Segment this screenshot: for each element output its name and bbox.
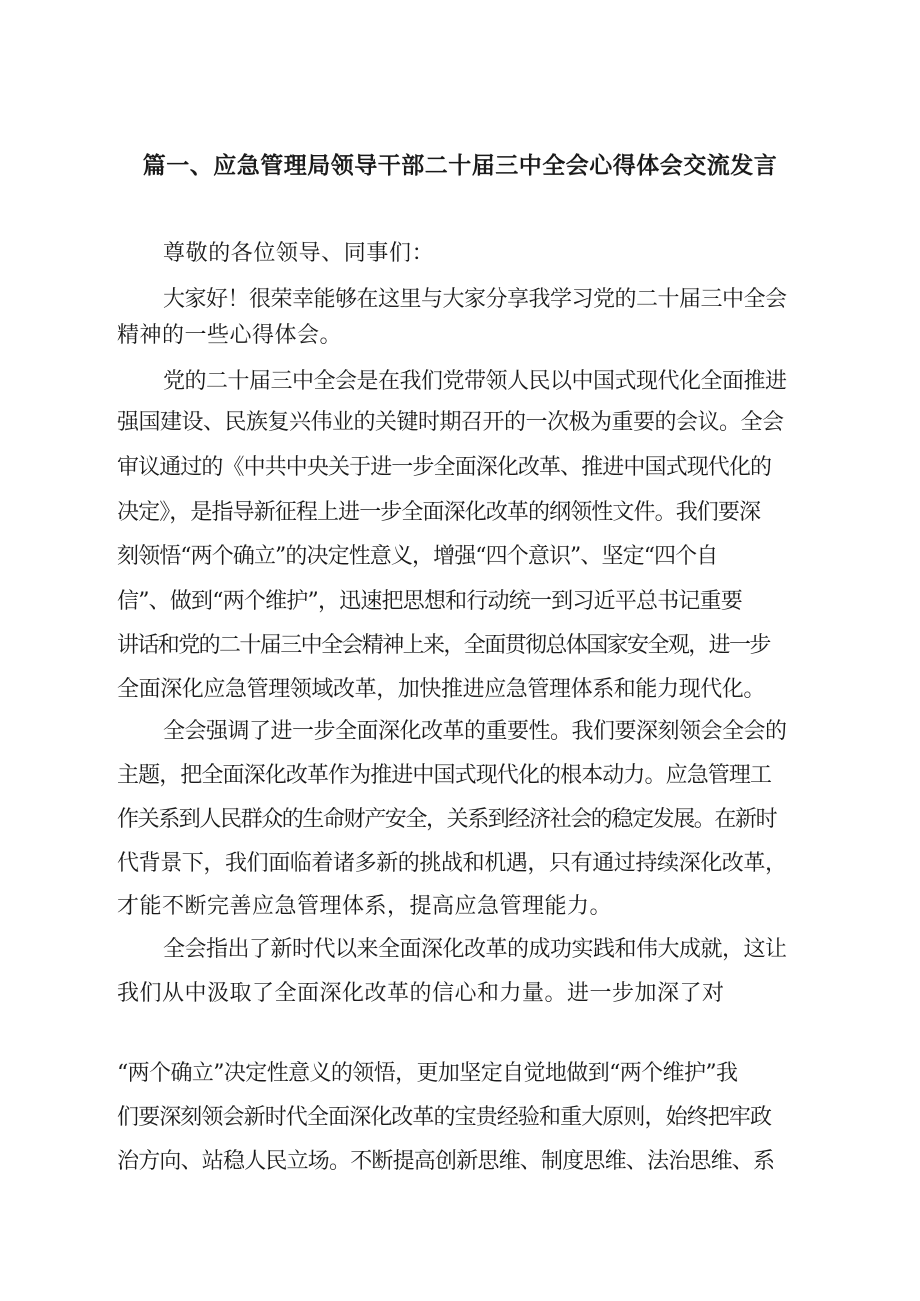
text-line: 全会指出了新时代以来全面深化改革的成功实践和伟大成就，这让 bbox=[163, 937, 787, 962]
text-line: 全面深化应急管理领域改革，加快推进应急管理体系和能力现代化。 bbox=[117, 677, 766, 702]
text-line: 大家好！很荣幸能够在这里与大家分享我学习党的二十届三中全会 bbox=[163, 287, 787, 312]
text-line: 代背景下，我们面临着诸多新的挑战和机遇，只有通过持续深化改革， bbox=[117, 851, 787, 876]
text-line: 作关系到人民群众的生命财产安全，关系到经济社会的稳定发展。在新时 bbox=[117, 807, 777, 832]
text-line: 强国建设、民族复兴伟业的关键时期召开的一次极为重要的会议。全会 bbox=[117, 410, 784, 435]
text-line: 审议通过的《中共中央关于进一步全面深化改革、推进中国式现代化的 bbox=[117, 455, 772, 480]
text-line: 党的二十届三中全会是在我们党带领人民以中国式现代化全面推进 bbox=[163, 369, 787, 394]
text-line: 们要深刻领会新时代全面深化改革的宝贵经验和重大原则，始终把牢政 bbox=[117, 1105, 772, 1130]
text-line: 全会强调了进一步全面深化改革的重要性。我们要深刻领会全会的 bbox=[163, 719, 787, 744]
text-line: 刻领悟“两个确立”的决定性意义，增强“四个意识”、坚定“四个自 bbox=[117, 544, 718, 569]
text-line: 主题，把全面深化改革作为推进中国式现代化的根本动力。应急管理工 bbox=[117, 763, 772, 788]
document-title: 篇一、应急管理局领导干部二十届三中全会心得体会交流发言 bbox=[142, 153, 778, 179]
text-line: 治方向、站稳人民立场。不断提高创新思维、制度思维、法治思维、系 bbox=[117, 1149, 775, 1174]
text-line: 信”、做到“两个维护”，迅速把思想和行动统一到习近平总书记重要 bbox=[117, 589, 742, 614]
text-line: 决定》，是指导新征程上进一步全面深化改革的纲领性文件。我们要深 bbox=[117, 500, 761, 525]
text-line: 才能不断完善应急管理体系，提高应急管理能力。 bbox=[117, 894, 613, 919]
text-line: 尊敬的各位领导、同事们： bbox=[163, 241, 435, 266]
text-line: 精神的一些心得体会。 bbox=[117, 323, 343, 348]
text-line: “两个确立”决定性意义的领悟，更加坚定自觉地做到“两个维护”我 bbox=[117, 1061, 738, 1086]
text-line: 我们从中汲取了全面深化改革的信心和力量。进一步加深了对 bbox=[117, 981, 725, 1006]
text-line: 讲话和党的二十届三中全会精神上来，全面贯彻总体国家安全观，进一步 bbox=[117, 633, 770, 658]
